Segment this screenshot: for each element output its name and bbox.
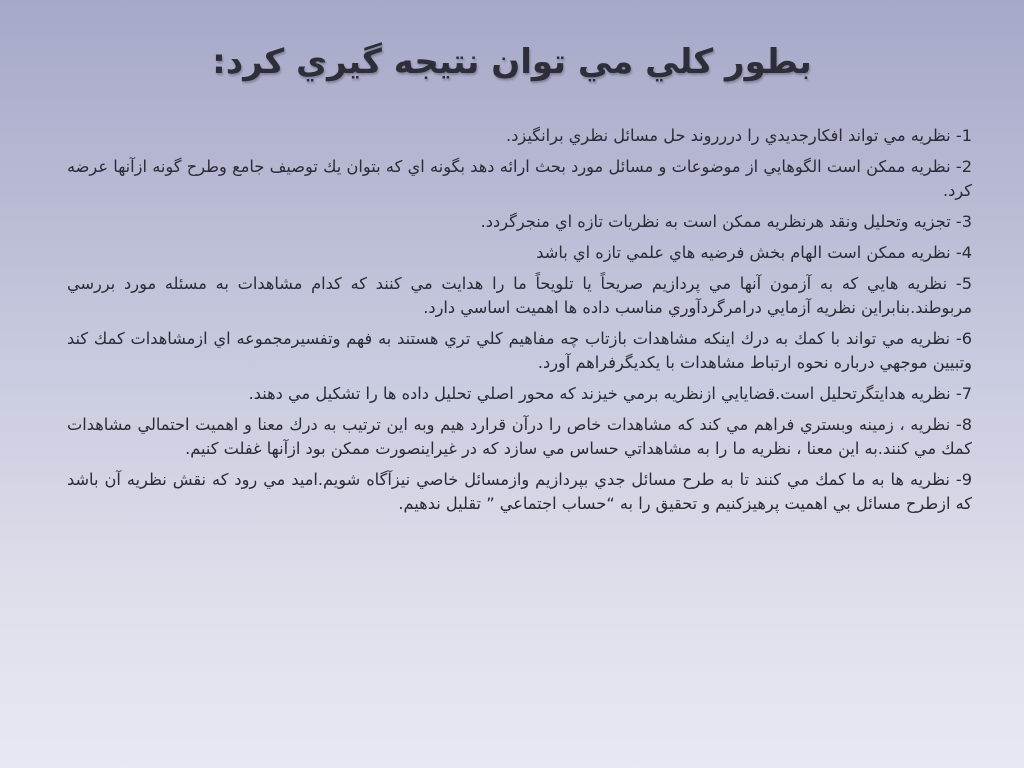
list-item-3: 3- تجزيه وتحليل ونقد هرنظريه ممكن است به نظريات تازه اي منجرگردد.: [480, 212, 972, 231]
list-item-1: 1- نظريه مي تواند افكارجديدي را دررروند حل مسائل نظري برانگيزد.: [506, 126, 972, 145]
slide-body: [67, 124, 972, 523]
slide-title: بطور كلي مي توان نتيجه گيري كرد:: [212, 42, 812, 82]
list-item-9: 9- نظريه ها به ما كمك مي كنند تا به طرح مسائل جدي بپردازيم وازمسائل خاصي نيزآگاه شويم.اميد مي رود كه نقش نظريه آن باشد كه ازطرح مسائل بي اهميت پرهيزكنيم و تحقيق را به “حساب اجتماعي ” تقليل ندهيم.: [67, 470, 972, 513]
list-item-5: 5- نظريه هايي كه به آزمون آنها مي پردازيم صريحاً يا تلويحاً ما را هدايت مي كنند كه كدام مشاهدات به مسئله مورد بررسي مربوطند.بنابراين نظريه آزمايي درامرگردآوري مناسب داده ها اهميت اساسي دارد.: [67, 274, 972, 317]
list-item-8: 8- نظريه ، زمينه وبستري فراهم مي كند كه مشاهدات خاص را درآن قرارد هيم وبه اين ترتيب به درك معنا و اهميت احتمالي مشاهدات كمك مي كنند.به اين معنا ، نظريه ما را به مشاهداتي حساس مي سازد كه در غيراينصورت ممكن بود ازآنها غفلت كنيم.: [67, 415, 972, 458]
list-item-7: 7- نظريه هدايتگرتحليل است.قضايايي ازنظريه برمي خيزند كه محور اصلي تحليل داده ها را تشكيل مي دهند.: [248, 384, 972, 403]
list-item-2: 2- نظريه ممكن است الگوهايي از موضوعات و مسائل مورد بحث ارائه دهد بگونه اي كه بتوان يك توصيف جامع وطرح گونه ازآنها عرضه كرد.: [67, 157, 972, 200]
list-item-4: 4- نظريه ممكن است الهام بخش فرضيه هاي علمي تازه اي باشد: [536, 243, 972, 262]
list-item-6: 6- نظريه مي تواند با كمك به درك اينكه مشاهدات بازتاب چه مفاهيم كلي تري هستند به فهم وتفسيرمجموعه اي ازمشاهدات كمك كند وتبيين موجهي درباره نحوه ارتباط مشاهدات با يكديگرفراهم آورد.: [67, 329, 972, 372]
